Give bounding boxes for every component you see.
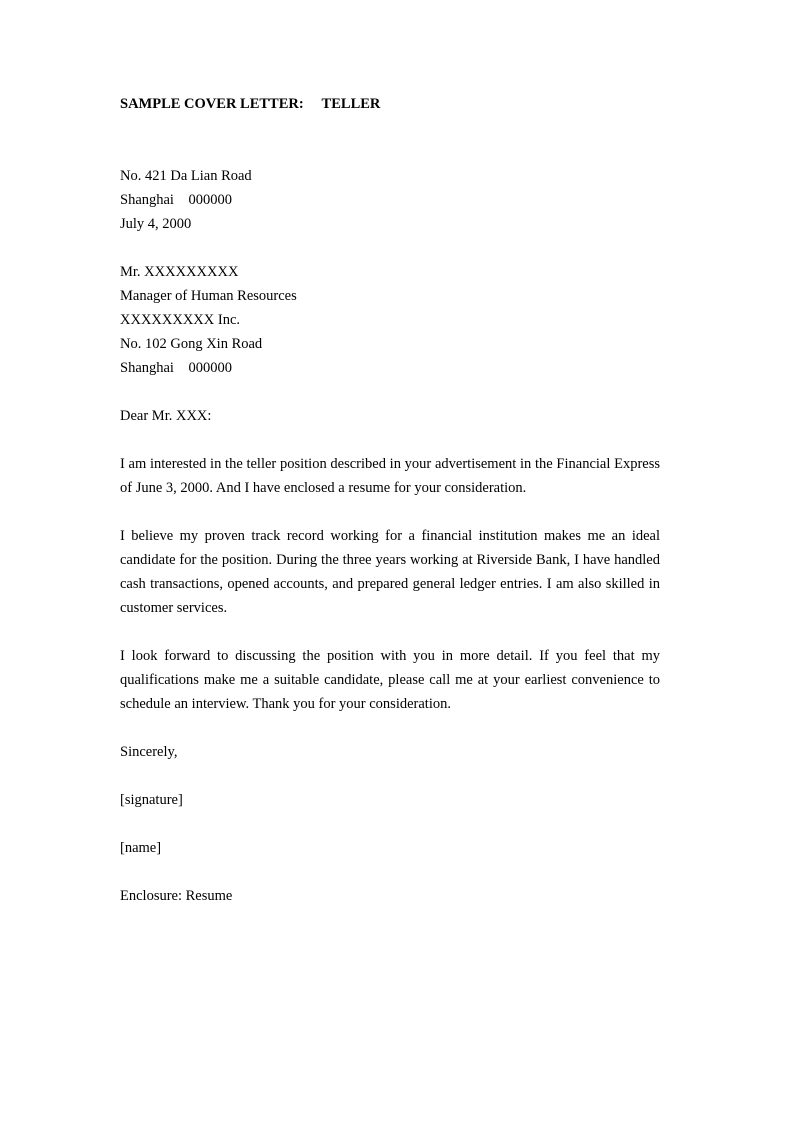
recipient-name: Mr. XXXXXXXXX xyxy=(120,264,239,280)
letter-body xyxy=(120,92,660,908)
sender-address xyxy=(120,164,660,236)
spacer xyxy=(120,620,660,644)
spacer xyxy=(120,500,660,524)
paragraph-3: I look forward to discussing the position with you in more detail. If you feel that my qualifications make me a suitable candidate, please call me at your earliest convenience to schedule an interview. Thank you for your consideration. xyxy=(120,648,660,712)
salutation: Dear Mr. XXX: xyxy=(120,408,212,424)
closing: Sincerely, xyxy=(120,744,178,760)
spacer xyxy=(120,860,660,884)
recipient-company: XXXXXXXXX Inc. xyxy=(120,312,241,328)
spacer xyxy=(120,716,660,740)
sender-city: Shanghai 000000 xyxy=(120,192,232,208)
spacer xyxy=(120,236,660,260)
recipient-street: No. 102 Gong Xin Road xyxy=(120,336,263,352)
letter-title: SAMPLE COVER LETTER: TELLER xyxy=(120,96,381,112)
name-placeholder: [name] xyxy=(120,840,162,856)
recipient-city: Shanghai 000000 xyxy=(120,360,232,376)
sender-street: No. 421 Da Lian Road xyxy=(120,168,252,184)
spacer xyxy=(120,380,660,404)
recipient-title: Manager of Human Resources xyxy=(120,288,297,304)
spacer xyxy=(120,428,660,452)
spacer xyxy=(120,764,660,788)
signature-placeholder: [signature] xyxy=(120,792,183,808)
recipient-address xyxy=(120,260,660,380)
spacer xyxy=(120,812,660,836)
paragraph-2: I believe my proven track record working for a financial institution makes me an ideal candidate for the position. During the three years working at Riverside Bank, I have handled cash transactions, opened accounts, and prepared general ledger entries. I am also skilled in customer services. xyxy=(120,528,660,616)
enclosure-line: Enclosure: Resume xyxy=(120,888,233,904)
spacer xyxy=(120,116,660,164)
paragraph-1: I am interested in the teller position described in your advertisement in the Financial Express of June 3, 2000. And I have enclosed a resume for your consideration. xyxy=(120,456,660,496)
letter-date: July 4, 2000 xyxy=(120,216,192,232)
